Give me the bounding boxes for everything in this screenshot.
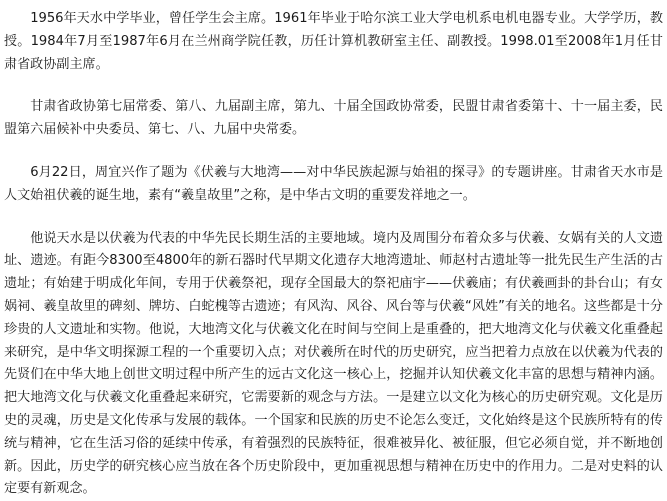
paragraph-positions: 甘肃省政协第七届常委、第八、九届副主席，第九、十届全国政协常委，民盟甘肃省委第十、十一届主委，民盟第六届候补中央委员、第七、八、九届中央常委。 — [4, 99, 663, 138]
paragraph-discussion: 他说天水是以伏羲为代表的中华先民长期生活的主要地域。境内及周围分布着众多与伏羲、女娲有关的人文遗址、遗迹。有距今8300至4800年的新石器时代早期文化遗存大地湾遗址、师赵村古遗址等一批先民生产生活的古遗址；有始建于明成化年间，专用于伏羲祭祀，现存全国最大的祭祀庙宇——伏羲庙；有伏羲画卦的卦台山；有女娲祠、羲皇故里的碑刻、牌坊、白蛇槐等古遗迹；有风沟、风谷、风台等与伏羲“风姓”有关的地名。这些都是十分珍贵的人文遗址和实物。他说，大地湾文化与伏羲文化在时间与空间上是重叠的，把大地湾文化与伏羲文化重叠起来研究，是中华文明探源工程的一个重要切入点；对伏羲所在时代的历史研究，应当把着力点放在以伏羲为代表的先贤们在中华大地上创世文明过程中所产生的远古文化这一核心上，挖掘并认知伏羲文化丰富的思想与精神内涵。把大地湾文化与伏羲文化重叠起来研究，它需要新的观念与方法。一是建立以文化为核心的历史研究观。文化是历史的灵魂，历史是文化传承与发展的载体。一个国家和民族的历史不论怎么变迁，文化始终是这个民族所特有的传统与精神，它在生活习俗的延续中传承，有着强烈的民族特征，很难被异化、被征服，但它必须自觉，并不断地创新。因此，历史学的研究核心应当放在各个历史阶段中，更加重视思想与精神在历史中的作用力。二是对史料的认定要有新观念。 — [4, 230, 663, 497]
paragraph-biography: 1956年天水中学毕业，曾任学生会主席。1961年毕业于哈尔滨工业大学电机系电机电器专业。大学学历，教授。1984年7月至1987年6月在兰州商学院任教，历任计算机教研室主任、副教授。1998.01至2008年1月任甘肃省政协副主席。 — [4, 11, 663, 72]
paragraph-lecture: 6月22日，周宜兴作了题为《伏羲与大地湾——对中华民族起源与始祖的探寻》的专题讲座。甘肃省天水市是人文始祖伏羲的诞生地，素有“羲皇故里”之称，是中华古文明的重要发祥地之一。 — [4, 164, 663, 203]
